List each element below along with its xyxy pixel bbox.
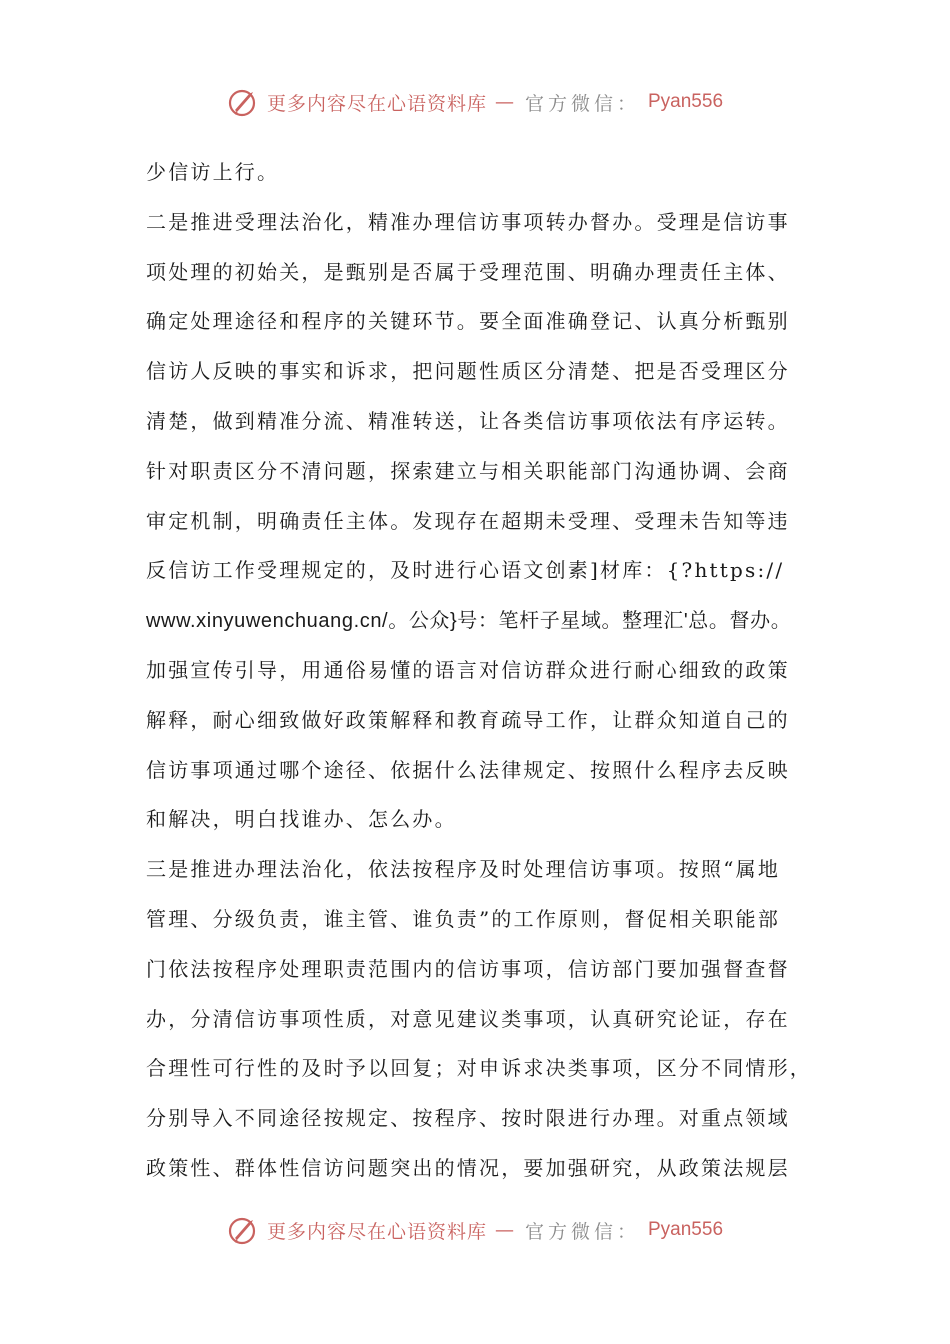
body-line: 审定机制，明确责任主体。发现存在超期未受理、受理未告知等违 (146, 508, 790, 533)
body-line: 解释，耐心细致做好政策解释和教育疏导工作，让群众知道自己的 (146, 707, 790, 732)
body-line: 针对职责区分不清问题，探索建立与相关职能部门沟通协调、会商 (146, 458, 790, 483)
body-line: 信访事项通过哪个途径、依据什么法律规定、按照什么程序去反映 (146, 757, 790, 782)
body-line: 政策性、群体性信访问题突出的情况，要加强研究，从政策法规层 (146, 1155, 790, 1180)
header-banner (0, 82, 950, 122)
footer-dash: — (494, 1219, 515, 1241)
body-line: 合理性可行性的及时予以回复；对申诉求决类事项，区分不同情形， (146, 1056, 812, 1081)
body-line: 清楚，做到精准分流、精准转送，让各类信访事项依法有序运转。 (146, 408, 790, 433)
body-line: 信访人反映的事实和诉求，把问题性质区分清楚、把是否受理区分 (146, 359, 790, 384)
body-line: 项处理的初始关，是甄别是否属于受理范围、明确办理责任主体、 (146, 259, 790, 284)
body-line: 加强宣传引导，用通俗易懂的语言对信访群众进行耐心细致的政策 (146, 657, 790, 682)
body-line: 确定处理途径和程序的关键环节。要全面准确登记、认真分析甄别 (146, 309, 790, 334)
body-line: 二是推进受理法治化，精准办理信访事项转办督办。受理是信访事 (146, 209, 790, 234)
body-line: 少信访上行。 (146, 160, 280, 184)
body-line-url (146, 596, 816, 646)
body-line: 管理、分级负责，谁主管、谁负责”的工作原则，督促相关职能部 (146, 906, 781, 931)
body-line: 办，分清信访事项性质，对意见建议类事项，认真研究论证，存在 (146, 1006, 790, 1031)
body-line: 反信访工作受理规定的，及时进行心语文创素]材库：{?https:// (146, 558, 785, 583)
body-line: 门依法按程序处理职责范围内的信访事项，信访部门要加强督查督 (146, 956, 790, 981)
body-line: 分别导入不同途径按规定、按程序、按时限进行办理。对重点领域 (146, 1106, 790, 1131)
pen-logo-icon (227, 86, 259, 118)
footer-banner (0, 1210, 950, 1250)
body-line: 和解决，明白找谁办、怎么办。 (146, 807, 457, 832)
footer-wechat-id: Pyan556 (648, 1219, 724, 1240)
header-wechat-id: Pyan556 (648, 91, 724, 112)
header-title: 更多内容尽在心语资料库 (266, 92, 487, 115)
footer-wechat-label: 官方微信： (524, 1220, 640, 1243)
document-body (146, 148, 816, 1194)
pen-logo-icon (227, 1214, 259, 1246)
header-dash: — (494, 91, 515, 113)
footer-title: 更多内容尽在心语资料库 (266, 1220, 487, 1243)
body-line: 三是推进办理法治化，依法按程序及时处理信访事项。按照“属地 (146, 857, 781, 882)
header-wechat-label: 官方微信： (524, 92, 640, 115)
body-line-url-text: www.xinyuwenchuang.cn/。公众}号：笔杆子星域。整理汇'总。督办。 (146, 610, 792, 633)
